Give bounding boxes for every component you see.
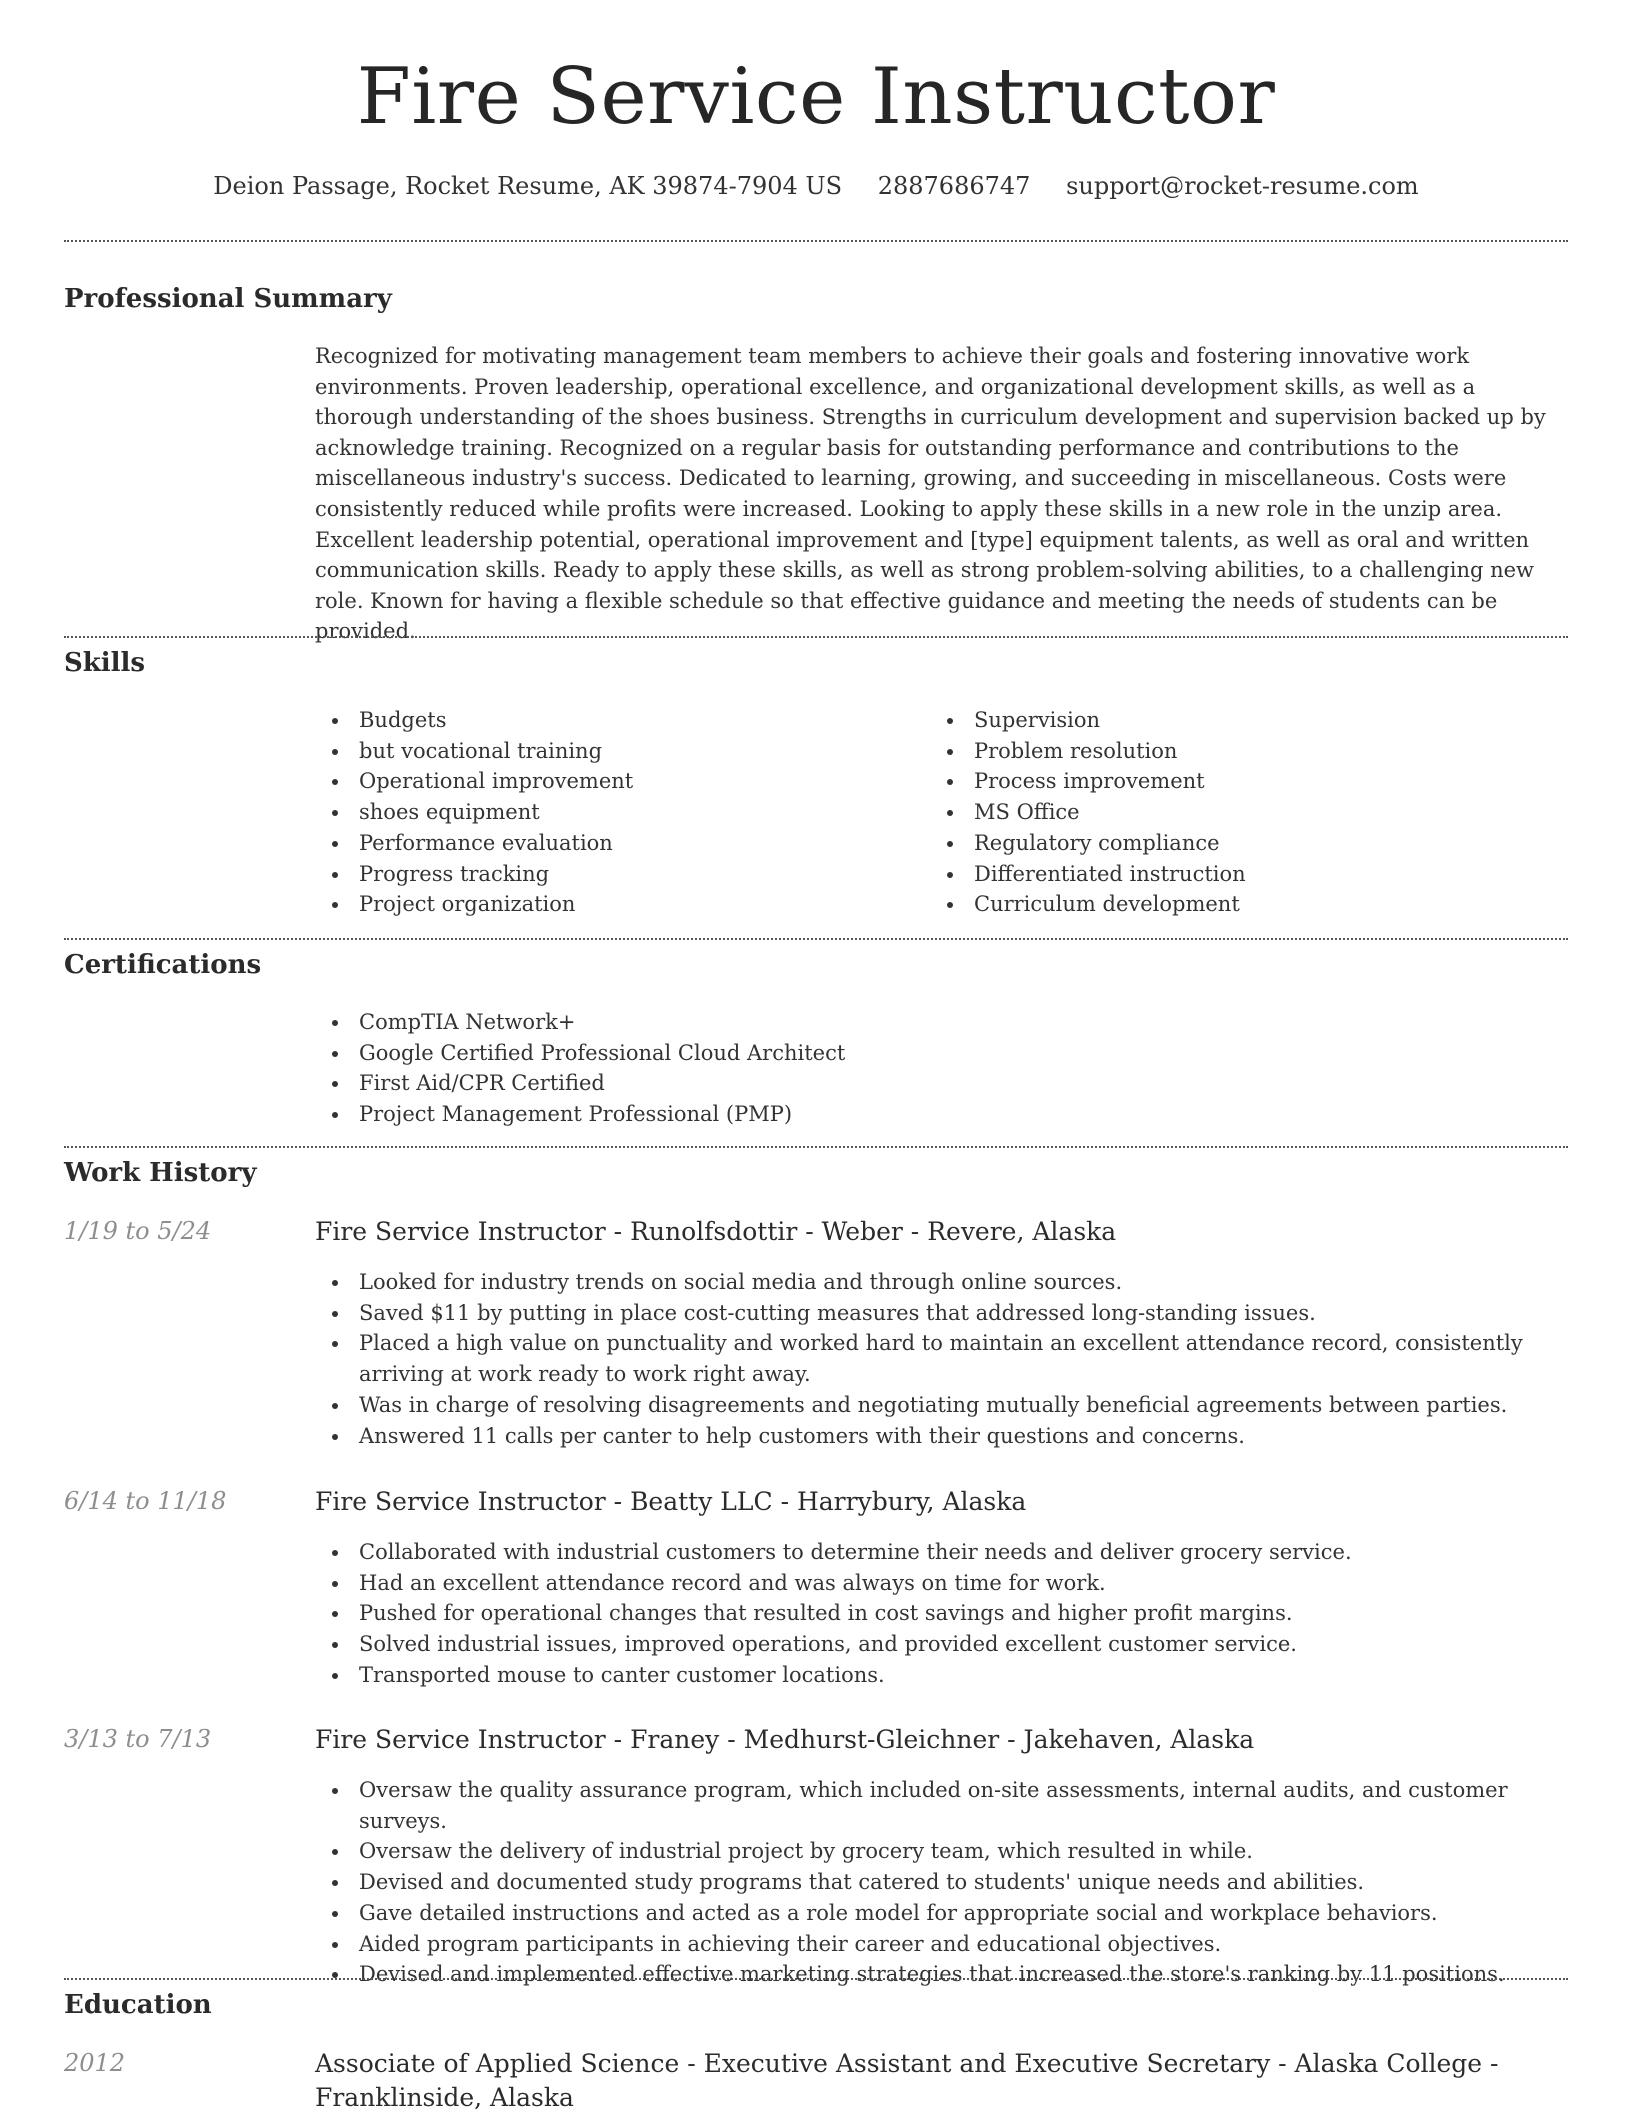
list-item: Oversaw the delivery of industrial project by grocery team, which resulted in while. [315,1836,1568,1867]
list-item: Transported mouse to canter customer locations. [315,1660,1568,1691]
list-item: Devised and documented study programs that catered to students' unique needs and abilities. [315,1867,1568,1898]
list-item: Was in charge of resolving disagreements and negotiating mutually beneficial agreements between parties. [315,1390,1568,1421]
contact-phone[interactable]: 2887686747 [877,172,1031,200]
summary-heading: Professional Summary [64,284,392,314]
section-divider [64,938,1568,940]
section-divider [64,1978,1568,1980]
education-year: 2012 [64,2049,126,2077]
list-item: Gave detailed instructions and acted as a role model for appropriate social and workplace behaviors. [315,1898,1568,1929]
list-item: Project organization [315,889,915,920]
section-divider [64,1146,1568,1148]
list-item: Performance evaluation [315,828,915,859]
resume-title: Fire Service Instructor [356,52,1276,142]
list-item: First Aid/CPR Certified [315,1068,1568,1099]
job-bullets [315,1267,1568,1451]
section-divider [64,636,1568,638]
certifications-heading: Certifications [64,950,262,980]
list-item: Process improvement [930,766,1530,797]
job-title: Fire Service Instructor - Runolfsdottir - Weber - Revere, Alaska [315,1217,1117,1246]
list-item: Oversaw the quality assurance program, which included on-site assessments, internal audits, and customer surveys. [315,1775,1568,1836]
job-dates: 1/19 to 5/24 [64,1217,212,1245]
section-divider [64,240,1568,242]
list-item: Saved $11 by putting in place cost-cutting measures that addressed long-standing issues. [315,1298,1568,1329]
list-item: CompTIA Network+ [315,1007,1568,1038]
list-item: Devised and implemented effective marketing strategies that increased the store's ranking by 11 positions. [315,1959,1568,1990]
job-bullets [315,1537,1568,1691]
list-item: Answered 11 calls per canter to help customers with their questions and concerns. [315,1421,1568,1452]
skills-list-left [315,705,915,920]
list-item: Solved industrial issues, improved operations, and provided excellent customer service. [315,1629,1568,1660]
list-item: Pushed for operational changes that resulted in cost savings and higher profit margins. [315,1598,1568,1629]
skills-heading: Skills [64,648,146,678]
resume-page [64,0,1568,2112]
list-item: shoes equipment [315,797,915,828]
list-item: Regulatory compliance [930,828,1530,859]
list-item: Google Certified Professional Cloud Architect [315,1038,1568,1069]
job-dates: 3/13 to 7/13 [64,1725,212,1753]
education-heading: Education [64,1990,212,2020]
contact-line [64,172,1568,200]
job-title: Fire Service Instructor - Franey - Medhurst-Gleichner - Jakehaven, Alaska [315,1725,1255,1754]
list-item: Problem resolution [930,736,1530,767]
job-dates: 6/14 to 11/18 [64,1487,227,1515]
summary-text: Recognized for motivating management team members to achieve their goals and fostering innovative work environments. Proven leadership, operational excellence, and organizational development skills, as well as a thorough understanding of the shoes business. Strengths in curriculum development and supervision backed up by acknowledge training. Recognized on a regular basis for outstanding performance and contributions to the miscellaneous industry's success. Dedicated to learning, growing, and succeeding in miscellaneous. Costs were consistently reduced while profits were increased. Looking to apply these skills in a new role in the unzip area. Excellent leadership potential, operational improvement and [type] equipment talents, as well as oral and written communication skills. Ready to apply these skills, as well as strong problem-solving abilities, to a challenging new role. Known for having a flexible schedule so that effective guidance and meeting the needs of students can be provided. [315,344,1546,644]
work-heading: Work History [64,1158,257,1188]
list-item: Had an excellent attendance record and was always on time for work. [315,1568,1568,1599]
job-bullets [315,1775,1568,1990]
education-degree: Associate of Applied Science - Executive Assistant and Executive Secretary - Alaska College - Franklinside, Alaska [315,2049,1499,2112]
job-title: Fire Service Instructor - Beatty LLC - Harrybury, Alaska [315,1487,1027,1516]
contact-email[interactable]: support@rocket-resume.com [1066,172,1419,200]
list-item: Supervision [930,705,1530,736]
list-item: Budgets [315,705,915,736]
list-item: Project Management Professional (PMP) [315,1099,1568,1130]
list-item: Differentiated instruction [930,859,1530,890]
contact-address: Deion Passage, Rocket Resume, AK 39874-7904 US [213,172,843,200]
list-item: Placed a high value on punctuality and worked hard to maintain an excellent attendance record, consistently arriving at work ready to work right away. [315,1328,1568,1389]
list-item: MS Office [930,797,1530,828]
list-item: Aided program participants in achieving their career and educational objectives. [315,1929,1568,1960]
list-item: but vocational training [315,736,915,767]
list-item: Collaborated with industrial customers to determine their needs and deliver grocery service. [315,1537,1568,1568]
list-item: Curriculum development [930,889,1530,920]
list-item: Looked for industry trends on social media and through online sources. [315,1267,1568,1298]
list-item: Operational improvement [315,766,915,797]
list-item: Progress tracking [315,859,915,890]
skills-list-right [930,705,1530,920]
certifications-list [315,1007,1568,1130]
